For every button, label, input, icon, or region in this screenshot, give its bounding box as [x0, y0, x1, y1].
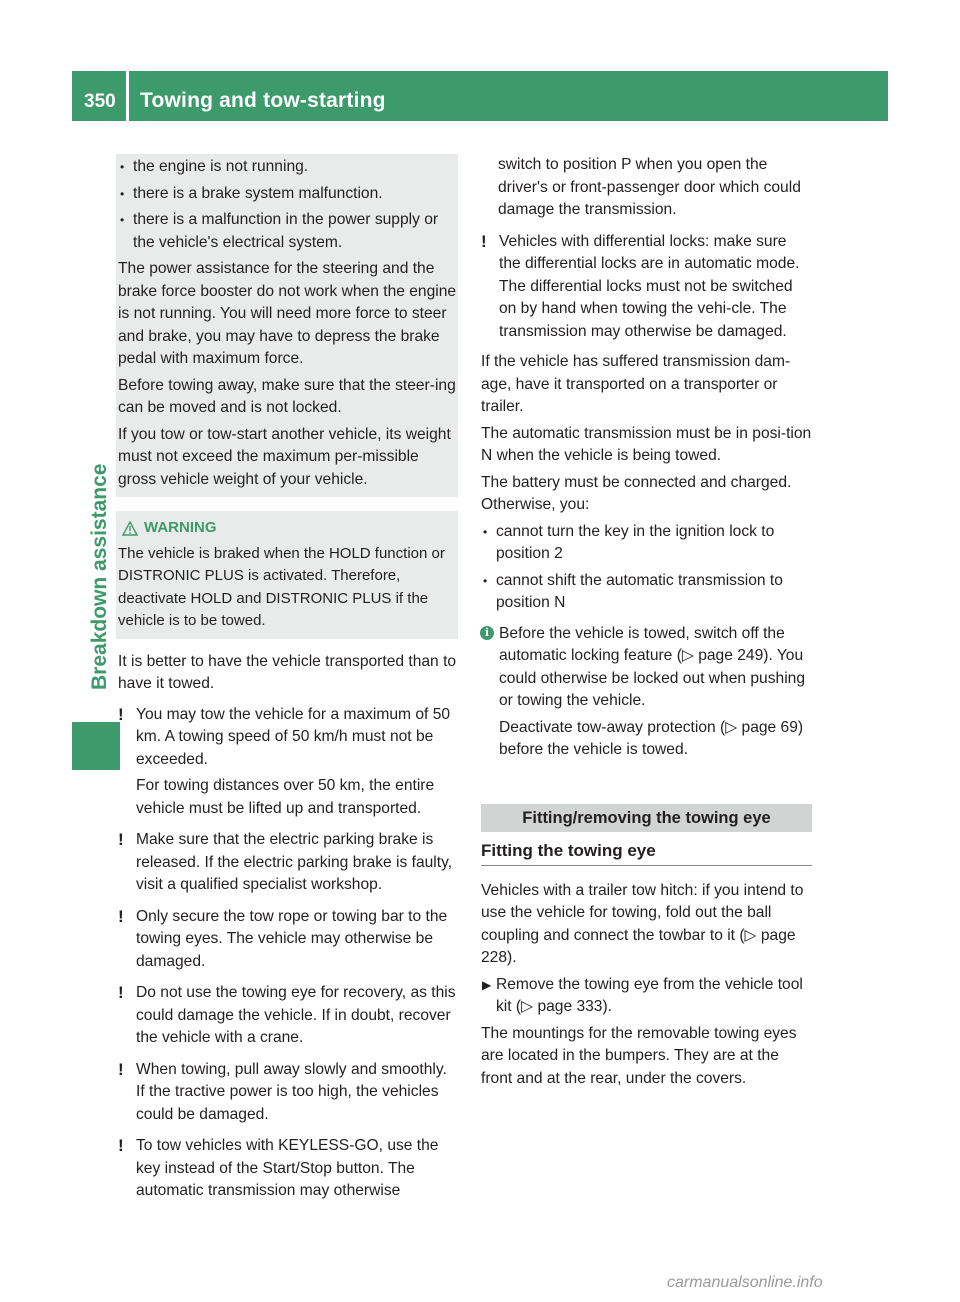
- body-paragraph: If the vehicle has suffered transmission dam-age, have it transported on a transporter or trailer.: [481, 353, 791, 415]
- exclamation-icon: !: [118, 1059, 124, 1079]
- list-item: • there is a malfunction in the power supply or the vehicle's electrical system.: [120, 211, 439, 251]
- watermark: carmanualsonline.info: [667, 1274, 823, 1291]
- body-paragraph: The power assistance for the steering and the brake force booster do not work when the engine is not running. You will need more force to steer and brake, you may have to depress the brake pedal with maximum force.: [118, 260, 457, 367]
- list-item: • there is a brake system malfunction.: [120, 184, 383, 202]
- warning-title: WARNING: [144, 519, 217, 536]
- note-item: ! Make sure that the electric parking brake is released. If the electric parking brake is faulty, visit a qualified specialist workshop.: [118, 830, 453, 893]
- page-number: 350: [84, 91, 116, 112]
- body-paragraph: If you tow or tow-start another vehicle, its weight must not exceed the maximum per-missible gross vehicle weight of your vehicle.: [118, 425, 451, 488]
- note-item: ! Do not use the towing eye for recovery, as this could damage the vehicle. If in doubt, recover the vehicle with a crane.: [118, 983, 456, 1046]
- exclamation-icon: !: [118, 704, 124, 724]
- warning-triangle-icon: [122, 521, 138, 536]
- instruction-step: ▶ Remove the towing eye from the vehicle tool kit (▷ page 333).: [482, 975, 803, 1015]
- chapter-title: Towing and tow-starting: [140, 89, 386, 112]
- body-paragraph: The mountings for the removable towing eyes are located in the bumpers. They are at the front and at the rear, under the covers.: [481, 1024, 797, 1087]
- right-column: [481, 154, 812, 1090]
- body-paragraph: Before towing away, make sure that the steer-ing can be moved and is not locked.: [118, 376, 456, 416]
- exclamation-icon: !: [481, 231, 487, 251]
- info-icon: i: [480, 626, 494, 640]
- body-paragraph: The automatic transmission must be in posi-tion N when the vehicle is being towed.: [481, 424, 812, 464]
- requirements-box: [116, 154, 458, 497]
- arrow-right-icon: ▶: [482, 977, 492, 992]
- section-heading: Fitting/removing the towing eye: [481, 804, 812, 833]
- exclamation-icon: !: [118, 830, 124, 849]
- warning-heading: [118, 517, 458, 540]
- body-paragraph: It is better to have the vehicle transported than to have it towed.: [118, 652, 457, 692]
- note-item: ! You may tow the vehicle for a maximum of 50 km. A towing speed of 50 km/h must not be exceeded. For towing distances over 50 km, the entire vehicle must be lifted up and transported.: [118, 704, 451, 817]
- warning-box: [116, 511, 458, 639]
- body-paragraph: The battery must be connected and charged. Otherwise, you:: [481, 473, 792, 513]
- body-paragraph: switch to position P when you open the driver's or front-passenger door which could damage the transmission.: [498, 156, 801, 218]
- list-item: • cannot shift the automatic transmission to position N: [483, 571, 783, 611]
- note-item: ! To tow vehicles with KEYLESS-GO, use the key instead of the Start/Stop button. The automatic transmission may otherwise: [118, 1136, 439, 1199]
- left-column: [118, 154, 458, 1203]
- subsection-heading: Fitting the towing eye: [481, 840, 812, 866]
- section-side-label: Breakdown assistance: [88, 463, 111, 690]
- header-divider: [126, 71, 129, 121]
- exclamation-icon: !: [118, 1136, 124, 1155]
- note-item: ! When towing, pull away slowly and smoothly. If the tractive power is too high, the vehicles could be damaged.: [118, 1059, 447, 1123]
- info-item: i Before the vehicle is towed, switch off the automatic locking feature (▷ page 249). You could otherwise be locked out when pushing or towing the vehicle. Deactivate tow-away protection (▷ page 69) before the vehicle is towed.: [481, 623, 812, 762]
- list-item: • cannot turn the key in the ignition lock to position 2: [483, 522, 775, 562]
- side-tab-marker: [72, 722, 120, 770]
- exclamation-icon: !: [118, 983, 124, 1002]
- note-item: ! Only secure the tow rope or towing bar to the towing eyes. The vehicle may otherwise be damaged.: [118, 906, 448, 970]
- body-paragraph: Vehicles with a trailer tow hitch: if you intend to use the vehicle for towing, fold out the ball coupling and connect the towbar to it (▷ page 228).: [481, 881, 804, 966]
- exclamation-icon: !: [118, 906, 124, 926]
- list-item: • the engine is not running.: [120, 158, 309, 175]
- note-item: ! Vehicles with differential locks: make sure the differential locks are in automatic mode. The differential locks must not be switched on by hand when towing the vehi-cle. The transmission may otherwise be damaged.: [481, 231, 800, 340]
- warning-text: The vehicle is braked when the HOLD function or DISTRONIC PLUS is activated. Therefore, deactivate HOLD and DISTRONIC PLUS if the vehicle is to be towed.: [118, 544, 445, 629]
